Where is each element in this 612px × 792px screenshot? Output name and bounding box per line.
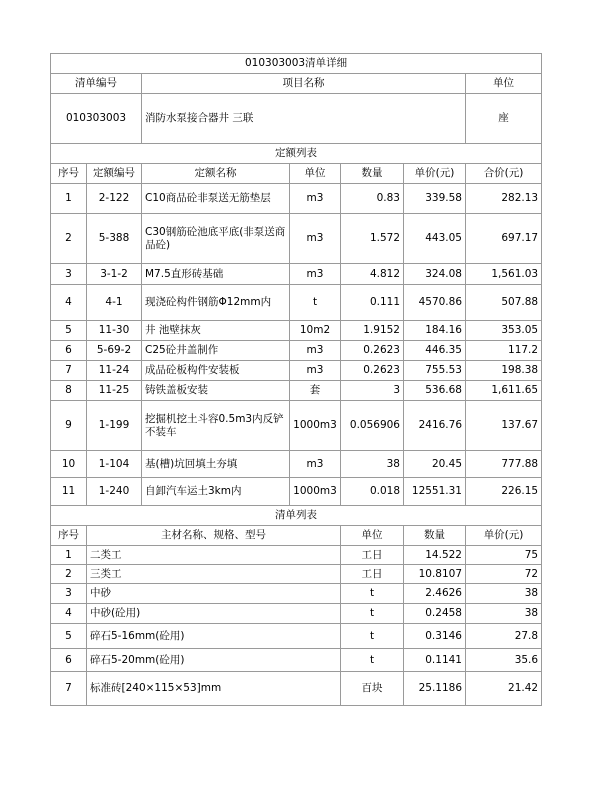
material-header-unit: 单位 <box>341 526 404 546</box>
header-code: 清单编号 <box>51 74 142 94</box>
bill-detail-table <box>50 53 542 706</box>
material-unit: 工日 <box>341 565 404 584</box>
quota-qty: 1.572 <box>341 214 404 264</box>
material-name: 中砂(砼用) <box>87 604 341 624</box>
quota-unit: t <box>290 285 341 321</box>
material-name: 中砂 <box>87 584 341 604</box>
quota-unit: m3 <box>290 361 341 381</box>
quota-total: 1,561.03 <box>466 264 542 285</box>
quota-name: 现浇砼构件钢筋Φ12mm内 <box>142 285 290 321</box>
quota-name: C10商品砼非泵送无筋垫层 <box>142 184 290 214</box>
material-list <box>51 546 542 706</box>
material-row <box>51 584 542 604</box>
quota-row <box>51 451 542 478</box>
material-qty: 0.3146 <box>404 624 466 649</box>
material-price: 35.6 <box>466 649 542 672</box>
quota-name: M7.5直形砖基础 <box>142 264 290 285</box>
quota-unit: 1000m3 <box>290 401 341 451</box>
quota-qty: 0.83 <box>341 184 404 214</box>
quota-total: 697.17 <box>466 214 542 264</box>
quota-unit: 1000m3 <box>290 478 341 506</box>
quota-header-code: 定额编号 <box>87 164 142 184</box>
quota-price: 184.16 <box>404 321 466 341</box>
quota-price: 2416.76 <box>404 401 466 451</box>
quota-unit: m3 <box>290 341 341 361</box>
quota-price: 4570.86 <box>404 285 466 321</box>
header-item-name: 项目名称 <box>142 74 466 94</box>
quota-code: 1-240 <box>87 478 142 506</box>
quota-row <box>51 285 542 321</box>
material-seq: 1 <box>51 546 87 565</box>
quota-total: 777.88 <box>466 451 542 478</box>
quota-total: 353.05 <box>466 321 542 341</box>
material-qty: 0.1141 <box>404 649 466 672</box>
quota-name: C30钢筋砼池底平底(非泵送商品砼) <box>142 214 290 264</box>
quota-header-qty: 数量 <box>341 164 404 184</box>
material-name: 二类工 <box>87 546 341 565</box>
material-row <box>51 546 542 565</box>
quota-seq: 7 <box>51 361 87 381</box>
quota-seq: 4 <box>51 285 87 321</box>
material-price: 38 <box>466 584 542 604</box>
quota-row <box>51 401 542 451</box>
material-price: 38 <box>466 604 542 624</box>
quota-qty: 0.2623 <box>341 341 404 361</box>
quota-code: 5-69-2 <box>87 341 142 361</box>
quota-total: 1,611.65 <box>466 381 542 401</box>
material-name: 碎石5-20mm(砼用) <box>87 649 341 672</box>
quota-total: 198.38 <box>466 361 542 381</box>
quota-seq: 6 <box>51 341 87 361</box>
quota-code: 1-104 <box>87 451 142 478</box>
material-section-title: 清单列表 <box>51 506 542 526</box>
quota-row <box>51 321 542 341</box>
material-qty: 10.8107 <box>404 565 466 584</box>
material-unit: t <box>341 604 404 624</box>
material-row <box>51 565 542 584</box>
quota-name: 成品砼板构件安装板 <box>142 361 290 381</box>
material-name: 标准砖[240×115×53]mm <box>87 672 341 706</box>
quota-header-name: 定额名称 <box>142 164 290 184</box>
quota-code: 11-25 <box>87 381 142 401</box>
quota-row <box>51 478 542 506</box>
quota-seq: 3 <box>51 264 87 285</box>
material-seq: 7 <box>51 672 87 706</box>
material-row <box>51 672 542 706</box>
quota-row <box>51 381 542 401</box>
quota-total: 117.2 <box>466 341 542 361</box>
material-qty: 0.2458 <box>404 604 466 624</box>
material-qty: 2.4626 <box>404 584 466 604</box>
quota-qty: 0.018 <box>341 478 404 506</box>
quota-total: 507.88 <box>466 285 542 321</box>
material-header-price: 单价(元) <box>466 526 542 546</box>
quota-code: 11-24 <box>87 361 142 381</box>
material-seq: 4 <box>51 604 87 624</box>
quota-qty: 38 <box>341 451 404 478</box>
quota-price: 755.53 <box>404 361 466 381</box>
material-seq: 2 <box>51 565 87 584</box>
quota-unit: m3 <box>290 451 341 478</box>
quota-header-total: 合价(元) <box>466 164 542 184</box>
material-unit: 百块 <box>341 672 404 706</box>
quota-seq: 9 <box>51 401 87 451</box>
quota-code: 1-199 <box>87 401 142 451</box>
quota-unit: 10m2 <box>290 321 341 341</box>
quota-seq: 5 <box>51 321 87 341</box>
quota-unit: m3 <box>290 214 341 264</box>
quota-unit: m3 <box>290 184 341 214</box>
quota-code: 5-388 <box>87 214 142 264</box>
quota-qty: 3 <box>341 381 404 401</box>
material-price: 75 <box>466 546 542 565</box>
quota-qty: 4.812 <box>341 264 404 285</box>
quota-header-unit: 单位 <box>290 164 341 184</box>
material-header-row <box>51 526 542 546</box>
quota-name: 井 池壁抹灰 <box>142 321 290 341</box>
header-unit: 单位 <box>466 74 542 94</box>
material-row <box>51 604 542 624</box>
quota-qty: 0.056906 <box>341 401 404 451</box>
item-name: 消防水泵接合器井 三联 <box>142 94 466 144</box>
quota-code: 4-1 <box>87 285 142 321</box>
quota-row <box>51 214 542 264</box>
quota-price: 339.58 <box>404 184 466 214</box>
item-unit: 座 <box>466 94 542 144</box>
quota-total: 282.13 <box>466 184 542 214</box>
quota-name: 基(槽)坑回填土夯填 <box>142 451 290 478</box>
material-price: 72 <box>466 565 542 584</box>
material-header-name: 主材名称、规格、型号 <box>87 526 341 546</box>
quota-unit: 套 <box>290 381 341 401</box>
material-qty: 25.1186 <box>404 672 466 706</box>
quota-row <box>51 264 542 285</box>
quota-row <box>51 184 542 214</box>
material-unit: t <box>341 584 404 604</box>
quota-name: 挖掘机挖土斗容0.5m3内反铲不装车 <box>142 401 290 451</box>
table-title: 010303003清单详细 <box>51 54 542 74</box>
material-header-qty: 数量 <box>404 526 466 546</box>
quota-total: 226.15 <box>466 478 542 506</box>
quota-seq: 1 <box>51 184 87 214</box>
quota-qty: 0.111 <box>341 285 404 321</box>
material-row <box>51 624 542 649</box>
quota-row <box>51 361 542 381</box>
quota-name: 自卸汽车运土3km内 <box>142 478 290 506</box>
material-seq: 5 <box>51 624 87 649</box>
quota-price: 536.68 <box>404 381 466 401</box>
quota-seq: 11 <box>51 478 87 506</box>
quota-header-seq: 序号 <box>51 164 87 184</box>
quota-code: 2-122 <box>87 184 142 214</box>
quota-price: 12551.31 <box>404 478 466 506</box>
quota-unit: m3 <box>290 264 341 285</box>
material-seq: 3 <box>51 584 87 604</box>
material-name: 碎石5-16mm(砼用) <box>87 624 341 649</box>
material-unit: t <box>341 649 404 672</box>
quota-seq: 2 <box>51 214 87 264</box>
quota-qty: 1.9152 <box>341 321 404 341</box>
quota-price: 443.05 <box>404 214 466 264</box>
material-price: 27.8 <box>466 624 542 649</box>
quota-name: 铸铁盖板安装 <box>142 381 290 401</box>
quota-list <box>51 184 542 506</box>
quota-header-row <box>51 164 542 184</box>
quota-code: 3-1-2 <box>87 264 142 285</box>
material-unit: t <box>341 624 404 649</box>
item-code: 010303003 <box>51 94 142 144</box>
quota-section-title: 定额列表 <box>51 144 542 164</box>
quota-code: 11-30 <box>87 321 142 341</box>
quota-header-price: 单价(元) <box>404 164 466 184</box>
quota-price: 446.35 <box>404 341 466 361</box>
quota-seq: 10 <box>51 451 87 478</box>
quota-total: 137.67 <box>466 401 542 451</box>
material-row <box>51 649 542 672</box>
material-price: 21.42 <box>466 672 542 706</box>
material-qty: 14.522 <box>404 546 466 565</box>
quota-price: 20.45 <box>404 451 466 478</box>
quota-seq: 8 <box>51 381 87 401</box>
quota-name: C25砼井盖制作 <box>142 341 290 361</box>
material-header-seq: 序号 <box>51 526 87 546</box>
quota-row <box>51 341 542 361</box>
material-name: 三类工 <box>87 565 341 584</box>
material-unit: 工日 <box>341 546 404 565</box>
quota-price: 324.08 <box>404 264 466 285</box>
quota-qty: 0.2623 <box>341 361 404 381</box>
material-seq: 6 <box>51 649 87 672</box>
